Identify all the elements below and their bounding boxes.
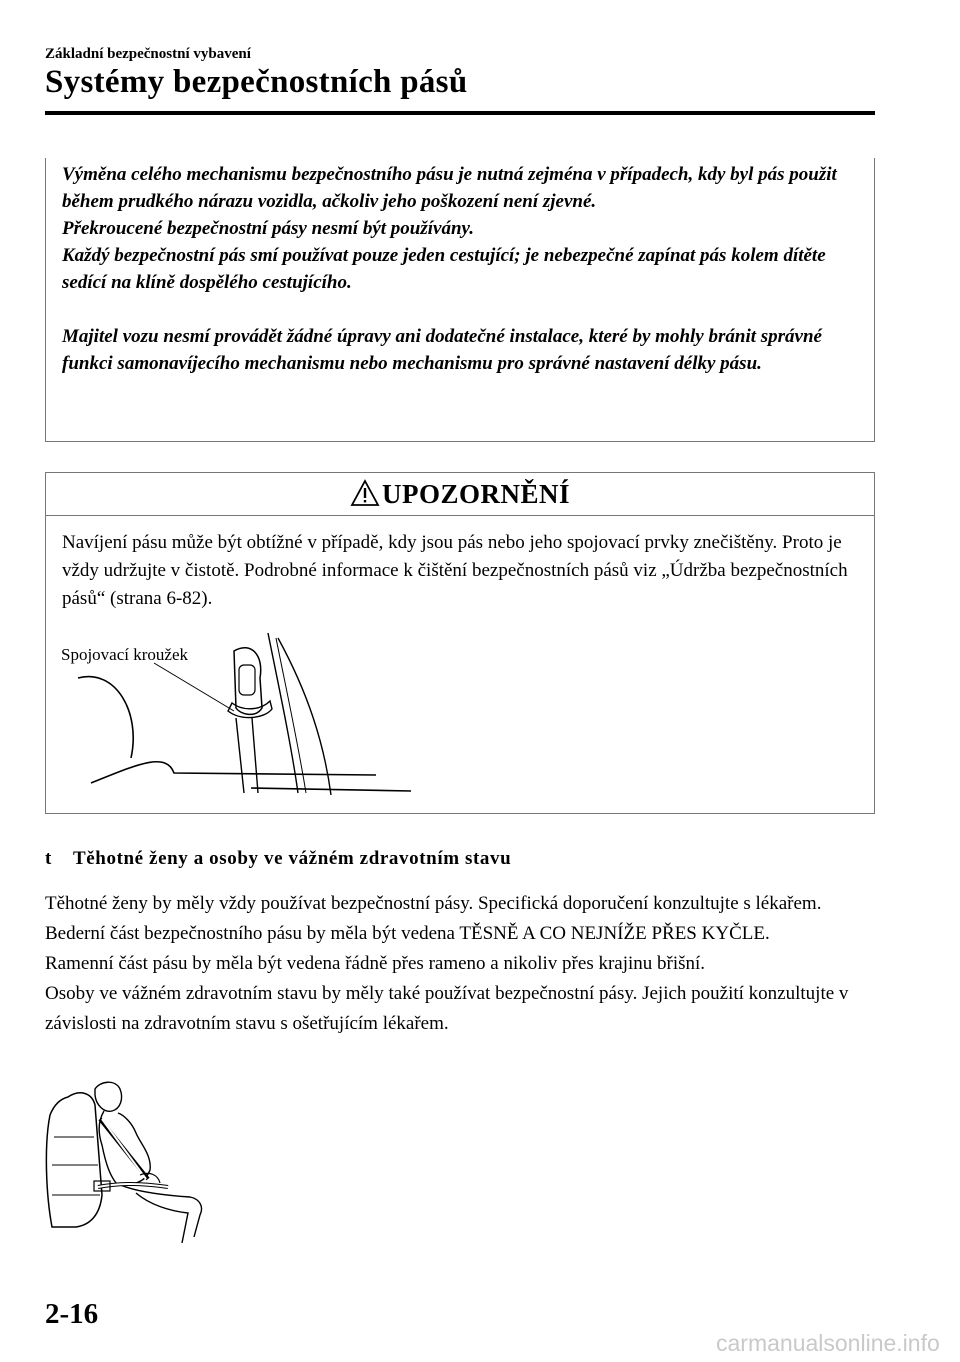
- page-title: Systémy bezpečnostních pásů: [45, 64, 468, 100]
- pregnant-woman-seatbelt-illustration: [40, 1075, 220, 1245]
- figure-label: Spojovací kroužek: [61, 645, 188, 664]
- warning-triangle-icon: [350, 479, 380, 507]
- caution-title: UPOZORNĚNÍ: [381, 478, 570, 509]
- caution-box: [45, 472, 875, 814]
- section-bullet: t: [45, 848, 52, 869]
- section-heading-text: Těhotné ženy a osoby ve vážném zdravotním stavu: [73, 848, 512, 869]
- body-paragraph: Těhotné ženy by měly vždy používat bezpečnostní pásy. Specifická doporučení konzultujte s lékařem.: [45, 893, 822, 914]
- title-rule: [45, 111, 875, 115]
- page-number: 2-16: [45, 1298, 99, 1330]
- warning-line: Výměna celého mechanismu bezpečnostního pásu je nutná zejména v případech, kdy byl pás použit během prudkého nárazu vozidla, ačkoliv jeho poškození není zjevné.: [62, 164, 837, 212]
- section-body: [45, 889, 875, 1039]
- section-label: Základní bezpečnostní vybavení: [45, 46, 251, 62]
- watermark: carmanualsonline.info: [716, 1330, 940, 1356]
- warning-line: Překroucené bezpečnostní pásy nesmí být používány.: [62, 218, 474, 239]
- body-paragraph: Bederní část bezpečnostního pásu by měla být vedena TĚSNĚ A CO NEJNÍŽE PŘES KYČLE.: [45, 923, 770, 944]
- section-heading: [45, 848, 511, 870]
- caution-header: [46, 473, 874, 516]
- warning-box: [45, 158, 875, 442]
- warning-text: [62, 161, 862, 377]
- body-paragraph: Osoby ve vážném zdravotním stavu by měly také používat bezpečnostní pásy. Jejich použití konzultujte v závislosti na zdravotním stavu s ošetřujícím lékařem.: [45, 983, 849, 1034]
- seatbelt-ring-illustration: [46, 623, 466, 813]
- warning-line: Každý bezpečnostní pás smí používat pouze jeden cestující; je nebezpečné zapínat pás kolem dítěte sedící na klíně dospělého cestujícího.: [62, 245, 826, 293]
- caution-text: Navíjení pásu může být obtížné v případě, kdy jsou pás nebo jeho spojovací prvky znečištěny. Proto je vždy udržujte v čistotě. Podrobné informace k čištění bezpečnostních pásů viz „Údržba bezpečnostních pásů“ (strana 6-82).: [62, 532, 848, 609]
- warning-line: Majitel vozu nesmí provádět žádné úpravy ani dodatečné instalace, které by mohly bránit správné funkci samonavíjecího mechanismu nebo mechanismu pro správné nastavení délky pásu.: [62, 326, 822, 374]
- body-paragraph: Ramenní část pásu by měla být vedena řádně přes rameno a nikoliv přes krajinu břišní.: [45, 953, 706, 974]
